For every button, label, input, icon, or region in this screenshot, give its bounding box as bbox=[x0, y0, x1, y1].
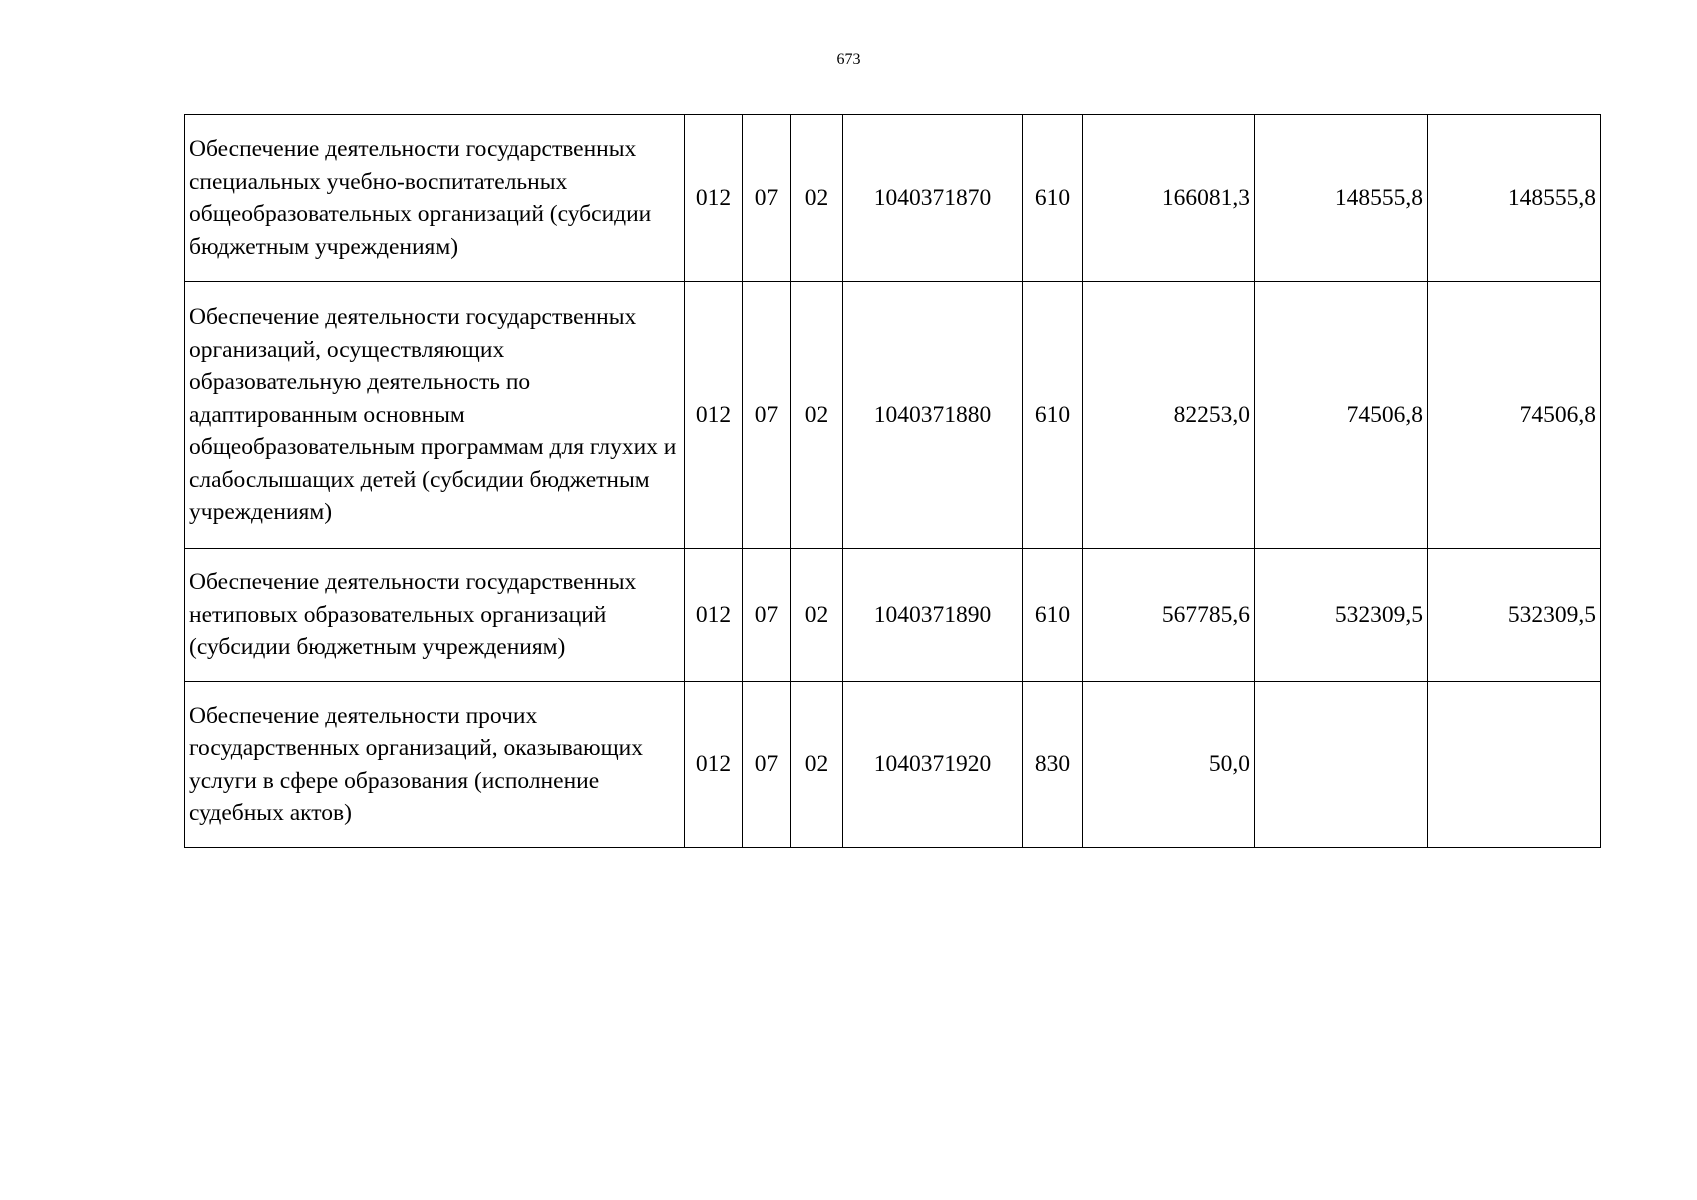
amount-year-2 bbox=[1255, 682, 1428, 848]
amount-year-3: 74506,8 bbox=[1428, 282, 1601, 549]
item-description: Обеспечение деятельности прочих государственных организаций, оказывающих услуги в сфере образования (исполнение судебных актов) bbox=[185, 682, 685, 848]
amount-year-2: 532309,5 bbox=[1255, 549, 1428, 682]
item-description: Обеспечение деятельности государственных организаций, осуществляющих образовательную деятельность по адаптированным основным общеобразовательным программам для глухих и слабослышащих детей (субсидии бюджетным учреждениям) bbox=[185, 282, 685, 549]
amount-year-3: 532309,5 bbox=[1428, 549, 1601, 682]
page-number: 673 bbox=[836, 51, 861, 68]
section-code: 07 bbox=[743, 115, 791, 282]
amount-year-3 bbox=[1428, 682, 1601, 848]
amount-year-2: 74506,8 bbox=[1255, 282, 1428, 549]
budget-table bbox=[184, 114, 1601, 848]
subsection-code: 02 bbox=[791, 282, 843, 549]
section-code: 07 bbox=[743, 282, 791, 549]
ministry-code: 012 bbox=[685, 282, 743, 549]
target-article-code: 1040371920 bbox=[843, 682, 1023, 848]
item-description: Обеспечение деятельности государственных специальных учебно-воспитательных общеобразовательных организаций (субсидии бюджетным учреждениям) bbox=[185, 115, 685, 282]
section-code: 07 bbox=[743, 549, 791, 682]
subsection-code: 02 bbox=[791, 115, 843, 282]
subsection-code: 02 bbox=[791, 682, 843, 848]
target-article-code: 1040371880 bbox=[843, 282, 1023, 549]
section-code: 07 bbox=[743, 682, 791, 848]
table-row bbox=[185, 115, 1601, 282]
amount-year-1: 50,0 bbox=[1083, 682, 1255, 848]
amount-year-2: 148555,8 bbox=[1255, 115, 1428, 282]
ministry-code: 012 bbox=[685, 115, 743, 282]
table-row bbox=[185, 682, 1601, 848]
amount-year-1: 82253,0 bbox=[1083, 282, 1255, 549]
table-row bbox=[185, 282, 1601, 549]
amount-year-1: 166081,3 bbox=[1083, 115, 1255, 282]
ministry-code: 012 bbox=[685, 682, 743, 848]
item-description: Обеспечение деятельности государственных нетиповых образовательных организаций (субсидии бюджетным учреждениям) bbox=[185, 549, 685, 682]
target-article-code: 1040371890 bbox=[843, 549, 1023, 682]
ministry-code: 012 bbox=[685, 549, 743, 682]
amount-year-1: 567785,6 bbox=[1083, 549, 1255, 682]
table-row bbox=[185, 549, 1601, 682]
expense-type-code: 610 bbox=[1023, 549, 1083, 682]
target-article-code: 1040371870 bbox=[843, 115, 1023, 282]
expense-type-code: 830 bbox=[1023, 682, 1083, 848]
expense-type-code: 610 bbox=[1023, 115, 1083, 282]
amount-year-3: 148555,8 bbox=[1428, 115, 1601, 282]
subsection-code: 02 bbox=[791, 549, 843, 682]
expense-type-code: 610 bbox=[1023, 282, 1083, 549]
